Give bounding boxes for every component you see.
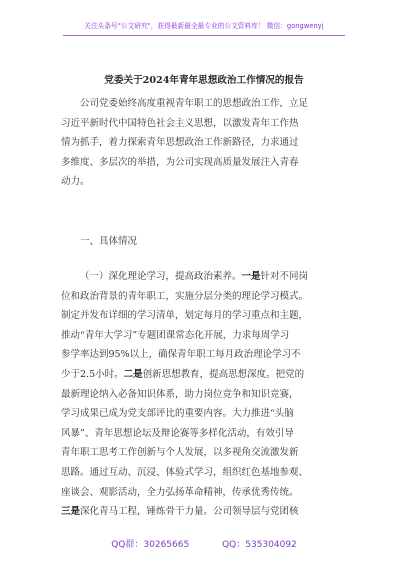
section-heading-block — [61, 232, 348, 252]
document-title: 党委关于2024年青年思想政治工作情况的报告 — [104, 75, 304, 86]
body-line — [61, 502, 348, 522]
body-line — [61, 345, 348, 365]
intro-line: 情为抓手，着力探索青年思想政治工作新路径，力求通过 — [61, 137, 299, 149]
body-text-segment: 少于2.5小时。 — [61, 368, 124, 380]
emphasis-marker: 一是 — [241, 271, 261, 282]
intro-line: 动力。 — [61, 176, 90, 188]
body-line — [61, 483, 348, 503]
body-text-segment: 针对不同岗 — [260, 271, 309, 282]
body-line — [61, 443, 348, 463]
body-text-segment: 推动“青年大学习”专题团课常态化开展，力求每周学习 — [61, 329, 290, 341]
body-line — [61, 365, 348, 385]
body-line — [61, 267, 348, 287]
footer-contact — [0, 537, 408, 550]
body-line — [61, 385, 348, 405]
body-text-segment: 位和政治背景的青年职工，实施分层分类的理论学习模式。 — [61, 290, 309, 302]
body-line — [61, 424, 348, 444]
body-line — [61, 306, 348, 326]
intro-line: 习近平新时代中国特色社会主义思想，以激发青年工作热 — [61, 117, 299, 129]
emphasis-marker: 三是 — [61, 506, 81, 518]
body-line — [61, 463, 348, 483]
body-text-segment: 深化青马工程，锤炼骨干力量。公司领导层与党团核 — [80, 506, 299, 518]
intro-paragraph — [61, 94, 348, 192]
body-text-segment: （一）深化理论学习，提高政治素养。 — [80, 271, 242, 282]
body-paragraph — [61, 267, 348, 522]
body-text-segment: 参学率达到95%以上，确保青年职工每月政治理论学习不 — [61, 349, 301, 361]
body-line — [61, 287, 348, 307]
footer-qq-group: QQ群：30265665 — [111, 540, 190, 550]
body-text-segment: 风暴”、青年思想论坛及辩论赛等多样化活动，有效引导 — [61, 427, 294, 439]
body-text-segment: 座谈会、观影活动，全力弘扬革命精神，传承优秀传统。 — [61, 486, 299, 498]
body-text-segment: 思路。通过互动、沉浸、体验式学习，组织红色基地参观、 — [61, 466, 309, 478]
body-text-segment: 最新理论纳入必备知识体系，助力岗位竞争和知识竞赛， — [61, 388, 299, 400]
section-heading: 一、具体情况 — [80, 236, 138, 247]
header-banner: 关注头条号"公文研究"，获得最新最全最专业的公文资料库！ 微信：gongwenyj — [84, 22, 324, 30]
emphasis-marker: 二是 — [123, 368, 143, 380]
footer-qq-number: QQ：535304092 — [222, 540, 297, 550]
body-text-segment: 创新思想教育，提高思想深度。把党的 — [142, 368, 305, 380]
body-line — [61, 404, 348, 424]
intro-line: 多维度、多层次的举措，为公司实现高质量发展注入青春 — [61, 156, 299, 168]
body-text-segment: 青年职工思考工作创新与个人发展，以多视角交流激发新 — [61, 447, 299, 459]
body-text-segment: 学习成果已成为党支部评比的重要内容。大力推进“头脑 — [61, 408, 294, 420]
intro-line: 公司党委始终高度重视青年职工的思想政治工作，立足 — [80, 98, 309, 109]
body-text-segment: 制定并发布详细的学习清单，划定每月的学习重点和主题， — [61, 310, 309, 322]
body-line — [61, 326, 348, 346]
header-divider — [63, 35, 345, 36]
